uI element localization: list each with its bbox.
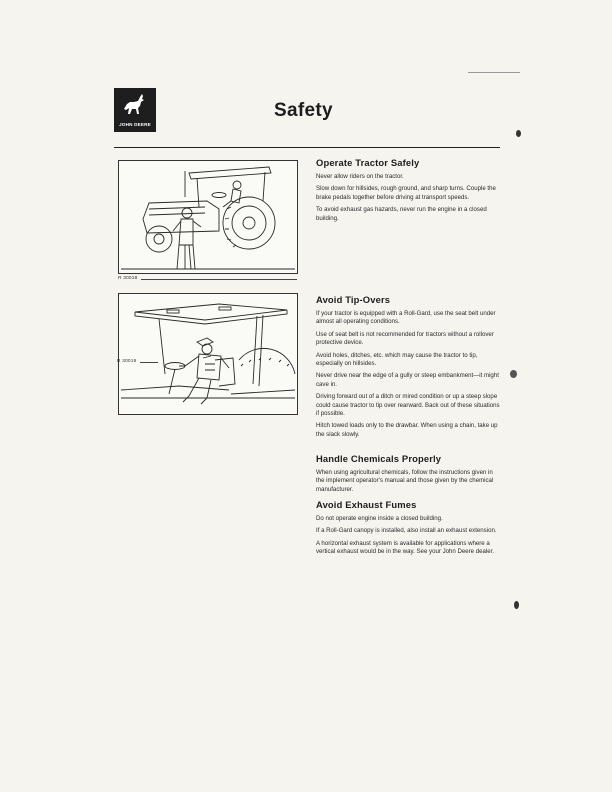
section-heading: Avoid Exhaust Fumes bbox=[316, 499, 417, 510]
section-paragraph: Hitch towed loads only to the drawbar. When using a chain, take up the slack slowly. bbox=[316, 422, 498, 438]
scan-speck bbox=[510, 370, 517, 378]
section-handle-chemicals bbox=[316, 453, 500, 498]
section-paragraph: Never drive near the edge of a gully or steep embankment—it might cave in. bbox=[316, 372, 499, 388]
page-title: Safety bbox=[274, 100, 333, 121]
section-paragraph: Use of seat belt is not recommended for tractors without a rollover protective device. bbox=[316, 330, 494, 347]
tractor-operator-drawing bbox=[119, 161, 297, 273]
section-paragraph: Avoid holes, ditches, etc. which may cause the tractor to tip, especially on hillsides. bbox=[316, 351, 478, 368]
section-paragraph: Slow down for hillsides, rough ground, and sharp turns. Couple the brake pedals together before driving at transport speeds. bbox=[316, 185, 496, 201]
deer-icon bbox=[121, 92, 149, 118]
section-paragraph: Never allow riders on the tractor. bbox=[316, 173, 404, 180]
tractor-illustration-figure bbox=[118, 160, 298, 274]
logo-text: JOHN DEERE bbox=[119, 122, 151, 127]
section-paragraph: If your tractor is equipped with a Roll-Gard, use the seat belt under almost all operating conditions. bbox=[316, 310, 496, 326]
section-operate-tractor-safely bbox=[316, 157, 500, 227]
john-deere-logo bbox=[114, 88, 156, 132]
header-rule bbox=[114, 147, 500, 148]
section-paragraph: If a Roll-Gard canopy is installed, also install an exhaust extension. bbox=[316, 527, 497, 535]
section-heading: Operate Tractor Safely bbox=[316, 157, 420, 168]
scan-mark bbox=[468, 72, 520, 73]
scan-speck bbox=[516, 130, 521, 137]
figure-leader-line bbox=[141, 279, 297, 280]
figure-leader-line bbox=[140, 362, 158, 363]
section-paragraph: When using agricultural chemicals, follow the instructions given in the implement operator's manual and those given by the chemical manufacturer. bbox=[316, 469, 494, 493]
section-heading: Avoid Tip-Overs bbox=[316, 294, 391, 305]
rollgard-illustration-figure bbox=[118, 293, 298, 415]
figure-id-label: R 30019 bbox=[117, 359, 137, 364]
scan-speck bbox=[514, 601, 519, 609]
figure-id-label: R 30018 bbox=[118, 276, 138, 281]
section-paragraph: Do not operate engine inside a closed building. bbox=[316, 515, 443, 522]
rollgard-operator-drawing bbox=[119, 294, 297, 414]
section-avoid-exhaust-fumes bbox=[316, 499, 500, 561]
section-paragraph: To avoid exhaust gas hazards, never run the engine in a closed building. bbox=[316, 206, 487, 222]
section-heading: Handle Chemicals Properly bbox=[316, 453, 442, 464]
section-paragraph: A horizontal exhaust system is available for applications where a vertical exhaust would be in the way. See your John Deere dealer. bbox=[316, 539, 495, 556]
section-paragraph: Driving forward out of a ditch or mired condition or up a steep slope could cause tractor to tip over rearward. Back out of these situations if possible. bbox=[316, 393, 500, 418]
section-avoid-tip-overs bbox=[316, 294, 500, 443]
